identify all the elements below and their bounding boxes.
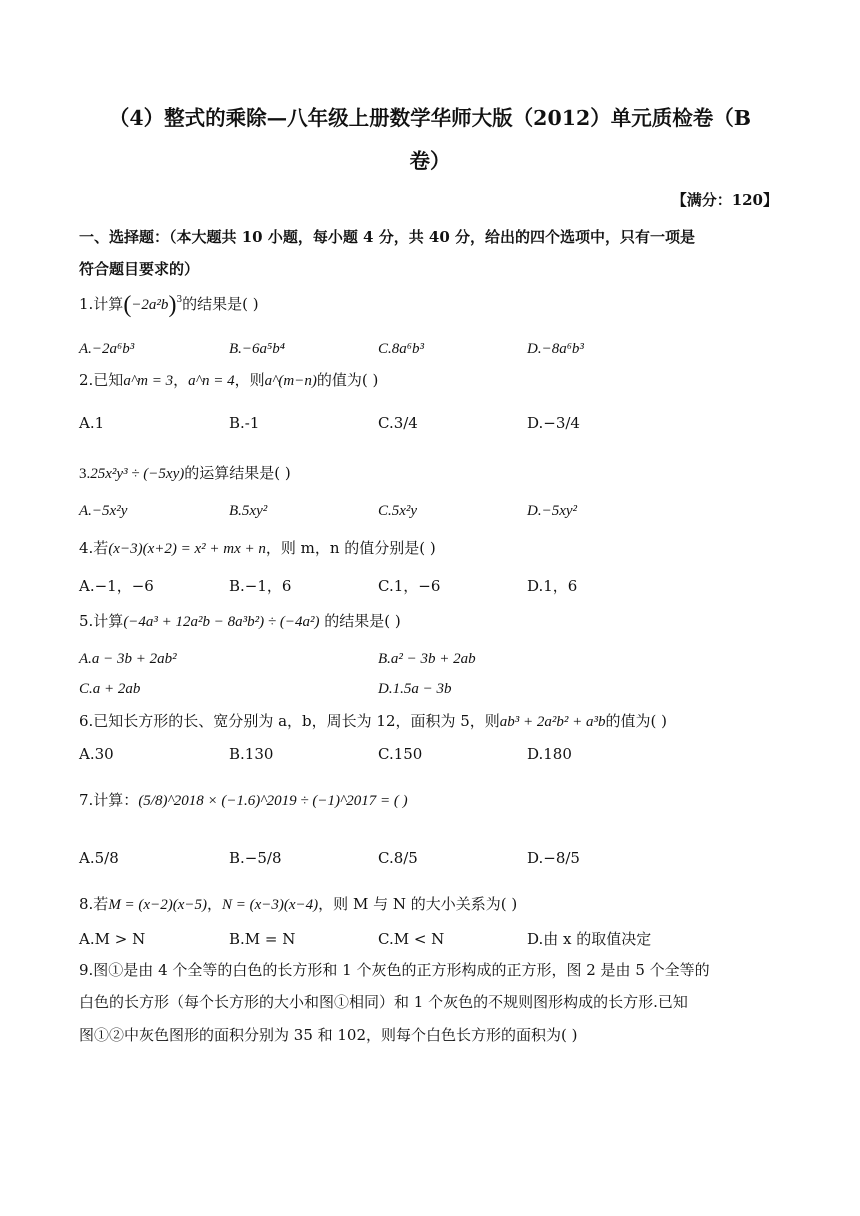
question-8-prefix: 8.若: [79, 895, 109, 913]
question-8: 8.若M = (x−2)(x−5)，N = (x−3)(x−4)，则 M 与 N 的大小关系为( ): [79, 895, 518, 913]
question-1-prefix: 1.计算: [79, 295, 124, 313]
question-8-option-c: C.M < N: [378, 930, 445, 948]
question-1-option-c: C.8a⁶b³: [378, 341, 424, 357]
question-3-expression: 25x²y³ ÷ (−5xy): [90, 466, 185, 482]
question-7-prefix: 7.计算：: [79, 791, 139, 809]
question-1-option-b: B.−6a⁵b⁴: [229, 341, 285, 357]
question-4-option-b: B.−1，6: [229, 577, 292, 595]
question-3-option-b: B.5xy²: [229, 503, 268, 519]
question-2-condition-1: a^m = 3: [123, 373, 174, 389]
question-6-option-c: C.150: [378, 745, 423, 763]
question-8-expression-n: N = (x−3)(x−4): [222, 897, 319, 913]
question-4-option-d: D.1，6: [527, 577, 578, 595]
question-2-option-c: C.3/4: [378, 414, 418, 432]
question-2-prefix: 2.已知: [79, 371, 124, 389]
section-heading-line-1: 一、选择题：（本大题共 10 小题，每小题 4 分，共 40 分，给出的四个选项中，只有一项是: [79, 228, 696, 246]
question-7-option-c: C.8/5: [378, 849, 418, 867]
question-1-option-d: D.−8a⁶b³: [527, 341, 584, 357]
exam-title-line-1: （4）整式的乘除—八年级上册数学华师大版（2012）单元质检卷（B: [108, 106, 752, 130]
question-4-prefix: 4.若: [79, 539, 109, 557]
question-8-expression-m: M = (x−2)(x−5): [108, 897, 207, 913]
question-6-option-a: A.30: [79, 745, 114, 763]
question-4-option-a: A.−1，−6: [79, 577, 154, 595]
question-5-prefix: 5.计算: [79, 612, 124, 630]
question-6-expression: ab³ + 2a²b² + a³b: [499, 714, 606, 730]
question-2-target: a^(m−n): [264, 373, 317, 389]
question-2-option-b: B.-1: [229, 414, 260, 432]
question-1-suffix: 的结果是( ): [182, 295, 259, 313]
question-2-suffix: 的值为( ): [316, 371, 379, 389]
question-7-option-a: A.5/8: [79, 849, 119, 867]
question-3-suffix: 的运算结果是( ): [184, 464, 291, 482]
question-3-option-a: A.−5x²y: [79, 503, 128, 519]
question-5-expression: (−4a³ + 12a²b − 8a³b²) ÷ (−4a²): [123, 614, 320, 630]
question-4-option-c: C.1，−6: [378, 577, 441, 595]
question-2-mid: ，则: [234, 371, 265, 389]
question-4-suffix: ，则 m，n 的值分别是( ): [265, 539, 436, 557]
question-7: [79, 787, 789, 814]
question-1-option-a: A.−2a⁶b³: [79, 341, 135, 357]
question-6-option-d: D.180: [527, 745, 572, 763]
question-1-expression: −2a²b: [131, 297, 169, 313]
question-1: 1.计算$(-2a^2b)^3$的结果是( ): [79, 292, 259, 318]
question-3-option-c: C.5x²y: [378, 503, 418, 519]
question-2-condition-2: a^n = 4: [188, 373, 235, 389]
question-6-suffix: 的值为( ): [605, 712, 668, 730]
question-7-option-b: B.−5/8: [229, 849, 282, 867]
question-2-separator: ，: [173, 371, 189, 389]
question-2: [79, 367, 789, 394]
question-8-option-a: A.M > N: [79, 930, 146, 948]
question-9-line-2: 白色的长方形（每个长方形的大小和图①相同）和 1 个灰色的不规则图形构成的长方形.已知: [79, 993, 688, 1011]
question-9-line-1: 9.图①是由 4 个全等的白色的长方形和 1 个灰色的正方形构成的正方形，图 2 是由 5 个全等的: [79, 961, 710, 979]
section-heading-line-2: 符合题目要求的）: [79, 260, 200, 278]
question-9-line-3: 图①②中灰色图形的面积分别为 35 和 102，则每个白色长方形的面积为( ): [79, 1026, 578, 1044]
question-5-option-b: B.a² − 3b + 2ab: [378, 651, 476, 667]
question-2-option-a: A.1: [79, 414, 105, 432]
question-3-option-d: D.−5xy²: [527, 503, 578, 519]
question-8-option-d: D.由 x 的取值决定: [527, 930, 652, 948]
question-4: [79, 535, 789, 562]
question-8-suffix: ，则 M 与 N 的大小关系为( ): [318, 895, 518, 913]
question-5-option-c: C.a + 2ab: [79, 681, 141, 697]
question-5-suffix: 的结果是( ): [324, 612, 401, 630]
question-1-power: 3: [176, 295, 183, 305]
question-6-text: 6.已知长方形的长、宽分别为 a，b，周长为 12，面积为 5，则: [79, 712, 500, 730]
question-3: 3.25x²y³ ÷ (−5xy)的运算结果是( ): [79, 464, 291, 482]
question-6: [79, 708, 789, 735]
question-5: [79, 608, 789, 635]
full-score: 【满分：120】: [671, 191, 778, 209]
question-8-option-b: B.M = N: [229, 930, 296, 948]
question-7-option-d: D.−8/5: [527, 849, 580, 867]
question-2-option-d: D.−3/4: [527, 414, 580, 432]
question-5-option-a: A.a − 3b + 2ab²: [79, 651, 177, 667]
exam-title-line-2: 卷）: [409, 149, 451, 173]
question-6-option-b: B.130: [229, 745, 274, 763]
question-5-option-d: D.1.5a − 3b: [378, 681, 452, 697]
question-7-expression: (5/8)^2018 × (−1.6)^2019 ÷ (−1)^2017 = ( ): [138, 793, 408, 809]
question-4-expression: (x−3)(x+2) = x² + mx + n: [108, 541, 266, 557]
